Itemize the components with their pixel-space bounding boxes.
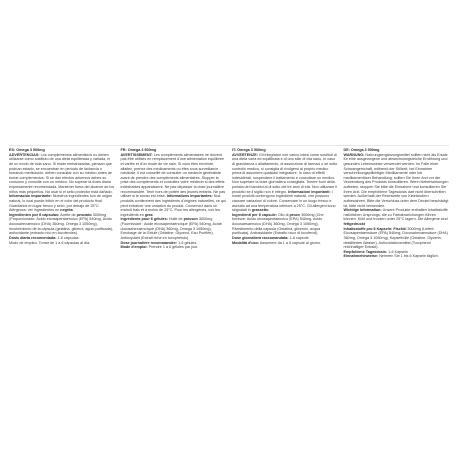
info-heading: Wichtige Information: [343, 208, 382, 213]
ingredients-detail: 3000mg (Che fornisce: Acido eicosapentaenoico (EPA) 540mg, Acido docosaesaenoico (DHA) 360mg, Omega 3 1050mg), Rivestimento della capsula (Gelatina, glicerolo, acqua purificata), Antiossidante (Estratto ricco di tocoferoli). [232, 212, 324, 236]
top-divider [9, 145, 449, 146]
column-title: DE: Omega 3 500mg [343, 148, 380, 152]
column-de [344, 148, 450, 314]
use-heading: Einnahmehinweise: [343, 254, 379, 259]
label-text-columns [9, 148, 449, 314]
info-text: Unsere Produkte enthalten Inhaltsstoffe natürlichen Ursprungs, die zu Farbabweichungen führen können. Kühl und trocken unter 25°C lagern. Die Allergene sind [343, 208, 448, 222]
warnings-text: Los complementos alimenticios no deben utilizarse como sustituto de una dieta equilibrada y variada, ni de un modo de vida sano. Si están embarazadas, piensan que podrían estarlo, se encuentran en período de lactancia o tomando medicación, deben consultar con su médico antes de tomar complementos. Si se dan efectos adversos debes su consumo y consulte con un médico. No superar la dosis diaria expresamente recomendada. Mantener fuera del alcance de los niños más pequeños. No usar si el sello protector está dañado. [9, 152, 115, 194]
ingredients-detail: 3000mg (Fournissant : Acide eicosapentaénoïque (EPA) 540mg, Acide docosahexaénoïque (DHA) 360mg, Omega 3 1050mg), Enrobage de la Gélule (Gélatine, Glycérol, Eau Purifiée), Antioxydant (Extrait riche en tocophérols). [120, 217, 222, 240]
column-title: ES: Omega 3 500mg [9, 148, 45, 152]
info-heading: Información importante: [9, 194, 52, 199]
use-text: Tomar de 1 a 6 cápsulas al día. [38, 240, 91, 245]
info-bold-word: gras [144, 212, 153, 217]
warnings-text: Gli integratori non vanno intesi come sostituti di una dieta varia ed equilibrata e di uno stile di vita sano. In caso di gravidanza o allattamento, di assunzione di farmaci o se sotto controllo medico, si consiglia di rivolgersi al proprio medico prima di assumere qualsiasi integratore. In caso di effetti indesiderati, sospendere il trattamento e consultare un medico. Non superare la dose giornaliera consigliata. Tenere fuori della portata dei bambini al di sotto dei tre anni di età. Non utilizzare il prodotto se il sigillo non è integro. [232, 152, 338, 194]
ingredients-allergen: Fischöl [393, 226, 407, 231]
use-heading: Mode d'emploi: [120, 245, 148, 250]
column-es [9, 148, 115, 314]
ingredients-heading: Inhaltsstoffe pro 6 Kapseln: [343, 226, 393, 231]
dose-heading: Dose journalière recommandée: [120, 240, 178, 245]
info-bold-word: negrita [60, 208, 73, 213]
warnings-heading: AVVERTENZE: [232, 152, 258, 157]
ingredients-text: Aceite de [60, 212, 76, 217]
dose-heading: Dosis diaria recomendada: [9, 235, 57, 240]
ingredients-allergen: pesce [289, 212, 301, 217]
dose-text: 1-6 gélules. [178, 240, 198, 245]
column-it [232, 148, 338, 314]
warnings-heading: WARNUNG: [343, 152, 365, 157]
info-heading: Informazioni importanti: [288, 189, 331, 194]
column-title: FR: Omega 3 500mg [120, 148, 157, 152]
warnings-heading: AVERTISSEMENT: [120, 152, 153, 157]
dose-text: 1-6 Kapseln [388, 249, 408, 254]
info-text: Nos produits contiennent des ingrédients d'origines naturelles, ce qui peut entraîner une variation du produit. Conservez dans un endroit frais et à moins de 25°C. Pour les allergènes, voir les ingrédients en [120, 194, 226, 217]
ingredients-text: Huile de [168, 217, 183, 222]
use-text: Nehmen Sie 1 bis 6 Kapseln täglich. [379, 254, 439, 259]
ingredients-heading: Ingredientes por 6 cápsulas: [9, 212, 60, 217]
ingredients-detail: 3000mg (Liefert: Eicosapentaensäure (EPA) 540mg, Docosahexaensäure (DHA) 360mg, Omega 3 1050mg), Kapselhülle (Gelatine, Glycerin, destilliertes Wasser), Antioxidationsmittel (Tocopherol reichhaltiger Extrakt). [343, 226, 448, 250]
dose-heading: Dose giornaliera raccomandata: [232, 235, 289, 240]
column-title: IT: Omega 3 500mg [232, 148, 266, 152]
info-bold-word: fettgedruckt [343, 222, 365, 226]
use-text: Assumere da 1 a 6 capsule al giorno. [259, 240, 322, 245]
column-fr [121, 148, 227, 314]
warnings-text: Nahrungsergänzungsmittel sollten nicht als Ersatz für eine ausgewogene und abwechslungsreiche Ernährung und gesunden Lebensweise verwendet werden. Im Falle einer Schwangerschaft, während der Stillzeit, bei Einnahme verschreibungspflichtiger Medikamente oder bei medikamentöser Behandlung, sollten Sie Ihren Arzt vor der Verwendung des Produkts konsultieren. Wenn Nebenwirkungen auftreten, stoppen Sie bitte die Einnahme und konsultieren Sie Ihren Arzt. Die empfohlene Tagesdosis darf nicht überschritten werden. Außerhalb der Reichweite von Kleinkindern aufbewahren. Bitte die Verschluss unter dem Deckel beschädigt ist, bitte nicht verwenden. [343, 152, 449, 208]
ingredients-allergen: pescado [76, 212, 92, 217]
use-heading: Modalità d'uso: [232, 240, 260, 245]
dose-heading: Empfohlene Tagesdosis: [343, 249, 388, 254]
warnings-text: Les compléments alimentaires ne doivent pas être utilisés en remplacement d'une alimentation équilibrée et variée et d'un mode de vie sain. Si vous êtes enceinte, allaitez, prenez des médicaments ou êtes sous surveillance médicale, il est conseillé de consulter un médecin généraliste avant de prendre des compléments alimentaires. Stopper la prise des compléments et consultez votre médecin si des effets indésirables apparaissent. Ne pas dépasser la dose journalière recommandée. Tenir hors de portée des jeunes enfants. Ne pas utiliser si le sceau est brisé. [120, 152, 226, 199]
info-text: I nostri prodotti contengono ingredienti naturali, che possono causare variazioni di colore. Conservare in un luogo fresco e asciutto ad una temperatura inferiore a 25°C. Gli allergeni sono segnalati in [232, 189, 336, 213]
use-text: Prendre 1 à 6 gélules par jour. [148, 245, 199, 250]
dose-text: 1-6 capsule. [289, 235, 310, 240]
ingredients-detail: 3000mg (Proporcionado: Ácido eicosapentaenoico (EPA) 540mg, Ácido docosahexaenoico (DHA) 360mg, Omega 3 1050mg), recubrimiento de la cápsula (gelatina, glicerol, agua purificada), antioxidante (extracto rico en tocoferoles). [9, 212, 113, 236]
info-bold-word: grassetto [251, 208, 269, 213]
info-heading: Informations Importantes: [166, 194, 213, 199]
ingredients-text: Olio di [277, 212, 289, 217]
dose-text: 1-6 cápsulas. [57, 235, 80, 240]
ingredients-heading: Ingredienti per 6 capsule: [232, 212, 277, 217]
info-text: Nuestros ingredientes son de origen natural, lo cual puede influir en el color del producto final. Guardarlos en lugar fresco y seco, por debajo de 25°C. Alérgenos: ver ingredientes en [9, 194, 113, 213]
use-heading: Modo de empleo: [9, 240, 38, 245]
ingredients-heading: Ingrédients pour 6 gélules: [120, 217, 168, 222]
ingredients-allergen: poisson [183, 217, 198, 222]
warnings-heading: ADVERTENCIAS: [9, 152, 40, 157]
